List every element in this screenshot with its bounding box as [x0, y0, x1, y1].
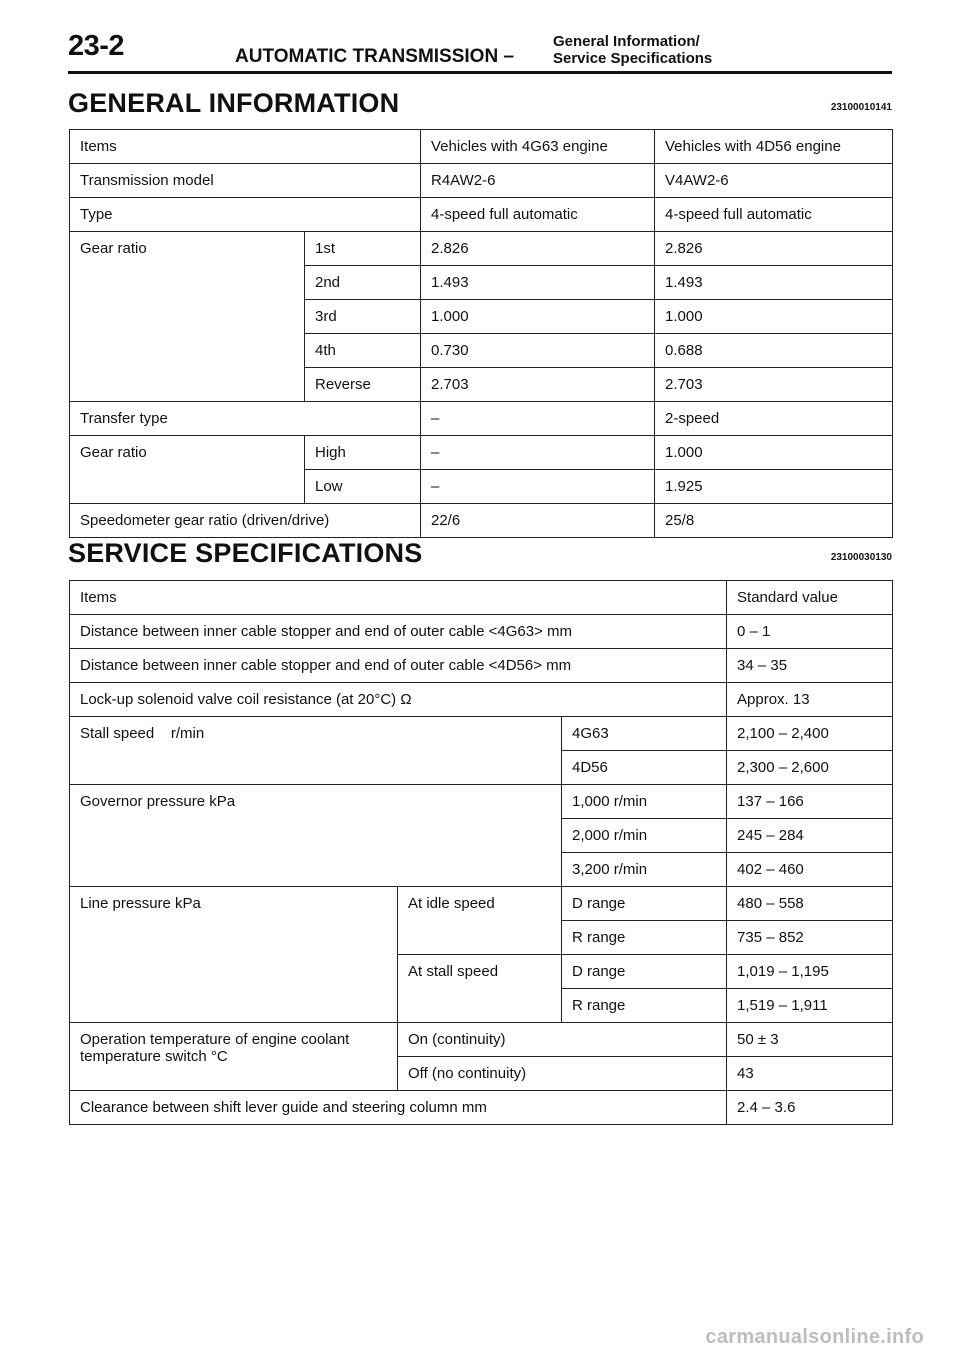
header-cell: Standard value [727, 581, 893, 615]
row-label: Distance between inner cable stopper and end of outer cable <4D56> mm [70, 649, 727, 683]
row-label: Operation temperature of engine coolant temperature switch °C [70, 1023, 398, 1091]
table-cell: – [421, 436, 655, 470]
table-cell: Off (no continuity) [398, 1057, 727, 1091]
table-cell: D range [562, 887, 727, 921]
table-cell: 2,000 r/min [562, 819, 727, 853]
table-cell: 1st [305, 232, 421, 266]
service-specs-title: SERVICE SPECIFICATIONS [68, 538, 423, 568]
table-cell: – [421, 470, 655, 504]
table-row [70, 683, 893, 717]
table-cell: 1.000 [421, 300, 655, 334]
header-cell: Vehicles with 4G63 engine [421, 130, 655, 164]
table-cell: 25/8 [655, 504, 893, 538]
row-label: Distance between inner cable stopper and end of outer cable <4G63> mm [70, 615, 727, 649]
table-cell: 735 – 852 [727, 921, 893, 955]
row-label: Stall speed r/min [70, 717, 562, 785]
table-cell: 2.4 – 3.6 [727, 1091, 893, 1125]
table-cell: 2.826 [421, 232, 655, 266]
table-row [70, 649, 893, 683]
table-row [70, 887, 893, 921]
table-cell: 1,000 r/min [562, 785, 727, 819]
table-cell: V4AW2-6 [655, 164, 893, 198]
table-cell: R range [562, 921, 727, 955]
table-row [70, 717, 893, 751]
subtitle-line-1: General Information/ [553, 33, 700, 50]
header-rule [68, 71, 892, 74]
table-cell: 1.000 [655, 436, 893, 470]
table-cell: At idle speed [398, 887, 562, 955]
table-cell: 402 – 460 [727, 853, 893, 887]
row-label: Transfer type [70, 402, 421, 436]
table-row [70, 785, 893, 819]
table-row [70, 130, 893, 164]
page-number: 23-2 [68, 30, 125, 62]
table-row [70, 164, 893, 198]
table-cell: 50 ± 3 [727, 1023, 893, 1057]
table-cell: Reverse [305, 368, 421, 402]
row-label: Lock-up solenoid valve coil resistance (at 20°C) Ω [70, 683, 727, 717]
table-cell: 137 – 166 [727, 785, 893, 819]
table-cell: 0 – 1 [727, 615, 893, 649]
row-label: Transmission model [70, 164, 421, 198]
table-cell: 4D56 [562, 751, 727, 785]
table-cell: 480 – 558 [727, 887, 893, 921]
table-cell: 245 – 284 [727, 819, 893, 853]
section-subtitle [553, 33, 712, 67]
chapter-title: AUTOMATIC TRANSMISSION – [235, 46, 515, 67]
table-cell: Low [305, 470, 421, 504]
table-cell: R range [562, 989, 727, 1023]
row-label: Speedometer gear ratio (driven/drive) [70, 504, 421, 538]
table-cell: 4th [305, 334, 421, 368]
table-cell: At stall speed [398, 955, 562, 1023]
subtitle-line-2: Service Specifications [553, 50, 713, 67]
row-label: Line pressure kPa [70, 887, 398, 1023]
table-cell: 4-speed full automatic [655, 198, 893, 232]
table-cell: 2-speed [655, 402, 893, 436]
table-cell: 2.703 [421, 368, 655, 402]
table-cell: 3,200 r/min [562, 853, 727, 887]
table-row [70, 402, 893, 436]
header-cell: Items [70, 581, 727, 615]
table-cell: 2.703 [655, 368, 893, 402]
table-cell: 0.730 [421, 334, 655, 368]
table-cell: 2.826 [655, 232, 893, 266]
table-cell: 1,019 – 1,195 [727, 955, 893, 989]
table-cell: On (continuity) [398, 1023, 727, 1057]
general-info-title: GENERAL INFORMATION [68, 88, 400, 118]
table-cell: 22/6 [421, 504, 655, 538]
header-cell: Vehicles with 4D56 engine [655, 130, 893, 164]
table-cell: High [305, 436, 421, 470]
table-cell: 2,300 – 2,600 [727, 751, 893, 785]
row-label: Gear ratio [70, 232, 305, 402]
service-specs-table [69, 580, 893, 1125]
table-cell: 4G63 [562, 717, 727, 751]
general-info-table [69, 129, 893, 538]
table-cell: 2nd [305, 266, 421, 300]
table-cell: 1.925 [655, 470, 893, 504]
table-cell: 43 [727, 1057, 893, 1091]
table-cell: – [421, 402, 655, 436]
table-cell: 1.493 [655, 266, 893, 300]
table-cell: 2,100 – 2,400 [727, 717, 893, 751]
table-cell: D range [562, 955, 727, 989]
table-cell: 1.000 [655, 300, 893, 334]
table-cell: 1,519 – 1,911 [727, 989, 893, 1023]
header-cell: Items [70, 130, 421, 164]
table-row [70, 504, 893, 538]
watermark: carmanualsonline.info [705, 1326, 924, 1348]
table-row [70, 232, 893, 266]
table-row [70, 1023, 893, 1057]
table-row [70, 581, 893, 615]
row-label: Clearance between shift lever guide and steering column mm [70, 1091, 727, 1125]
table-row [70, 436, 893, 470]
table-cell: Approx. 13 [727, 683, 893, 717]
row-label: Type [70, 198, 421, 232]
table-cell: 0.688 [655, 334, 893, 368]
table-cell: 3rd [305, 300, 421, 334]
table-cell: 4-speed full automatic [421, 198, 655, 232]
table-row [70, 1091, 893, 1125]
service-specs-code: 23100030130 [830, 552, 892, 563]
row-label: Governor pressure kPa [70, 785, 562, 887]
table-cell: R4AW2-6 [421, 164, 655, 198]
table-row [70, 198, 893, 232]
table-cell: 1.493 [421, 266, 655, 300]
row-label: Gear ratio [70, 436, 305, 504]
general-info-code: 23100010141 [830, 102, 892, 113]
table-cell: 34 – 35 [727, 649, 893, 683]
table-row [70, 615, 893, 649]
